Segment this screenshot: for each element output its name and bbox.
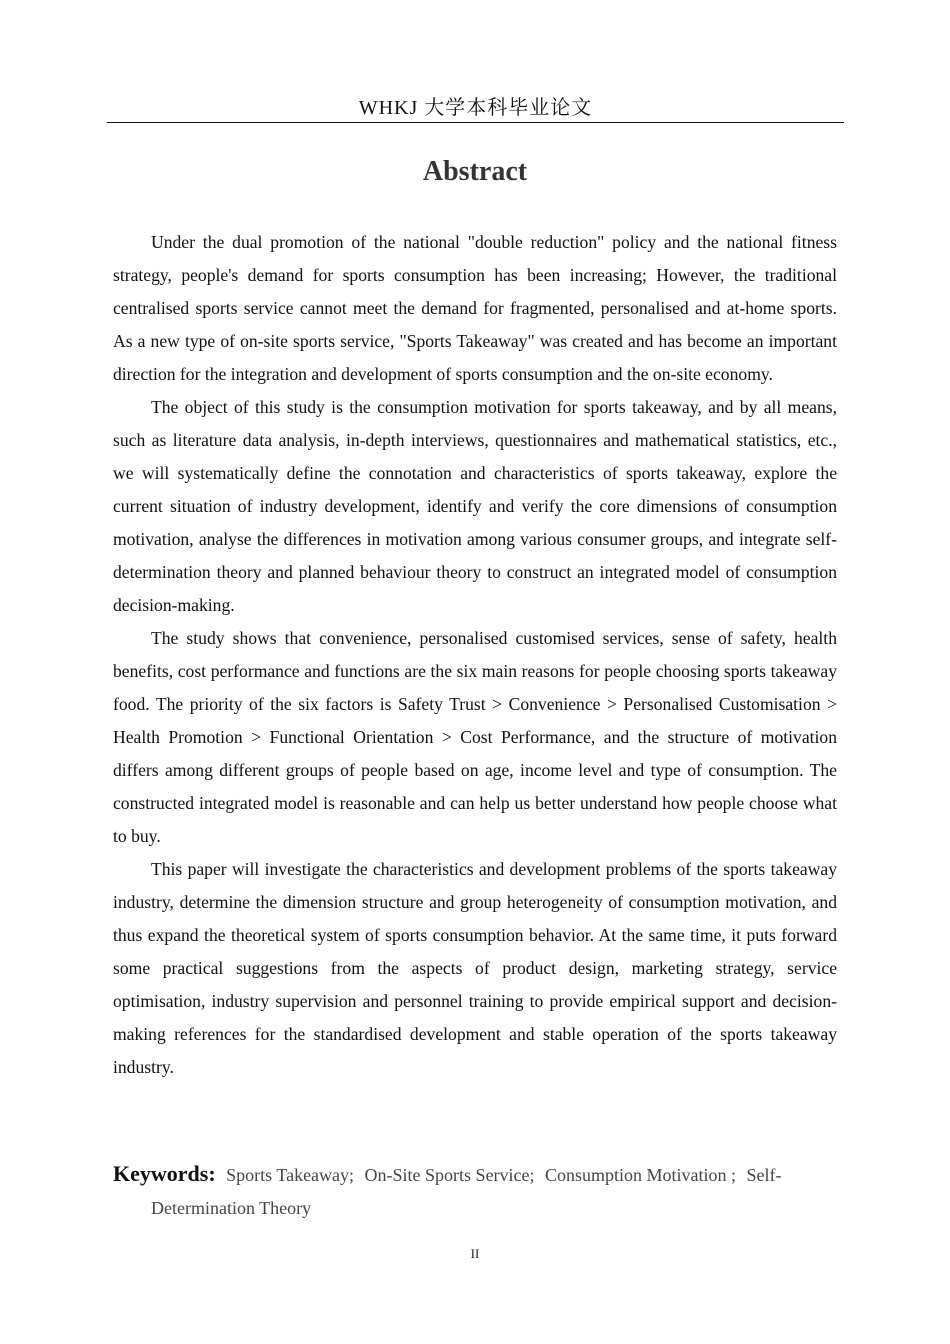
abstract-title: Abstract bbox=[422, 156, 528, 187]
running-header: WHKJ 大学本科毕业论文 bbox=[107, 94, 844, 123]
keyword-item: Consumption Motivation ; bbox=[545, 1165, 737, 1185]
page-number: II bbox=[470, 1246, 480, 1261]
abstract-paragraph-4: This paper will investigate the characteristics and development problems of the sports takeaway industry, determine the dimension structure and group heterogeneity of consumption motivation, and thus expand the theoretical system of sports consumption behavior. At the same time, it puts forward some practical suggestions from the aspects of product design, marketing strategy, service optimisation, industry supervision and personnel training to provide empirical support and decision-making references for the standardised development and stable operation of the sports takeaway industry. bbox=[113, 859, 837, 1077]
keyword-item: Self-Determination Theory bbox=[151, 1165, 782, 1218]
keyword-item: On-Site Sports Service; bbox=[364, 1165, 535, 1185]
abstract-paragraph-1: Under the dual promotion of the national "double reduction" policy and the national fitness strategy, people's demand for sports consumption has been increasing; However, the traditional centralised sports service cannot meet the demand for fragmented, personalised and at-home sports. As a new type of on-site sports service, "Sports Takeaway" was created and has become an important direction for the integration and development of sports consumption and the on-site economy. bbox=[113, 232, 837, 384]
keyword-item: Sports Takeaway; bbox=[226, 1165, 355, 1185]
keywords-label: Keywords: bbox=[113, 1161, 216, 1186]
abstract-paragraph-2: The object of this study is the consumption motivation for sports takeaway, and by all means, such as literature data analysis, in-depth interviews, questionnaires and mathematical statistics, etc., we will systematically define the connotation and characteristics of sports takeaway, explore the current situation of industry development, identify and verify the core dimensions of consumption motivation, analyse the differences in motivation among various consumer groups, and integrate self-determination theory and planned behaviour theory to construct an integrated model of consumption decision-making. bbox=[113, 397, 837, 615]
abstract-body bbox=[113, 226, 837, 1084]
abstract-paragraph-3: The study shows that convenience, personalised customised services, sense of safety, health benefits, cost performance and functions are the six main reasons for people choosing sports takeaway food. The priority of the six factors is Safety Trust > Convenience > Personalised Customisation > Health Promotion > Functional Orientation > Cost Performance, and the structure of motivation differs among different groups of people based on age, income level and type of consumption. The constructed integrated model is reasonable and can help us better understand how people choose what to buy. bbox=[113, 628, 837, 846]
keywords-line bbox=[113, 1157, 875, 1225]
